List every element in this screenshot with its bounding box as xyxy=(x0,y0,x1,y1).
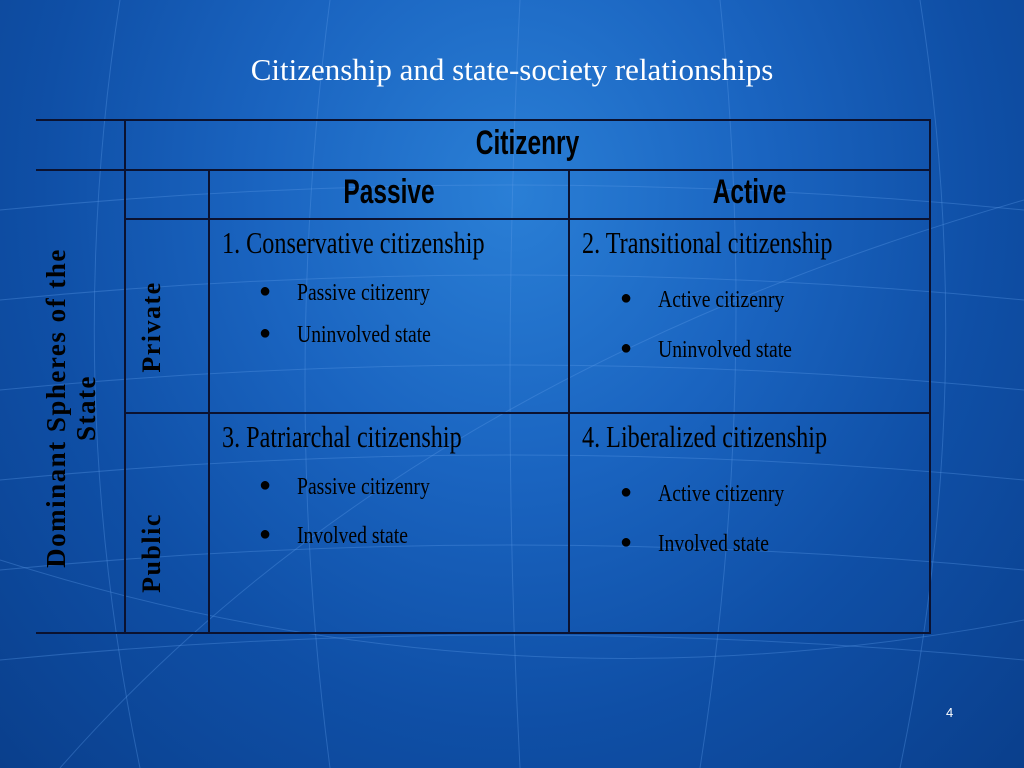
bullet-icon: ● xyxy=(620,531,633,553)
table-divider xyxy=(36,169,931,171)
row-group-label: Dominant Spheres of the State xyxy=(41,248,101,568)
citizenship-table: Citizenry Passive Active Dominant Spheres of the State Private Public 1. Conservative citizenship ● Passive citizenry ● Uninvolved state 2. Transitional citizenship ● Active citizenry ● Uninvolved state 3. Patriarchal citizenship ● Passive citizenry ● Involved state 4. Liberalized citizenship ● Active citizenry ● Involved state xyxy=(0,0,1024,768)
bullet-icon: ● xyxy=(620,287,633,309)
header-citizenry: Citizenry xyxy=(475,124,580,162)
bullet-icon: ● xyxy=(259,474,272,496)
bullet-icon: ● xyxy=(259,523,272,545)
table-divider xyxy=(124,119,126,633)
bullet-icon: ● xyxy=(259,322,272,344)
table-divider xyxy=(568,169,570,633)
column-header-active: Active xyxy=(712,173,787,211)
bullet-icon: ● xyxy=(620,337,633,359)
cell-title: 1. Conservative citizenship xyxy=(222,225,485,260)
page-number: 4 xyxy=(946,705,954,720)
bullet-icon: ● xyxy=(259,280,272,302)
cell-title: 2. Transitional citizenship xyxy=(582,225,833,260)
table-border-bottom xyxy=(36,632,931,634)
bullet-icon: ● xyxy=(620,481,633,503)
table-divider xyxy=(208,169,210,633)
table-border-right xyxy=(929,119,931,633)
row-header-public: Public xyxy=(137,513,166,593)
table-border-top xyxy=(36,119,931,121)
table-divider xyxy=(125,218,931,220)
table-divider xyxy=(125,412,931,414)
slide-title: Citizenship and state-society relationships xyxy=(250,52,774,87)
row-header-private: Private xyxy=(137,281,166,373)
cell-title: 3. Patriarchal citizenship xyxy=(222,419,462,454)
cell-title: 4. Liberalized citizenship xyxy=(582,419,828,454)
column-header-passive: Passive xyxy=(343,173,435,211)
